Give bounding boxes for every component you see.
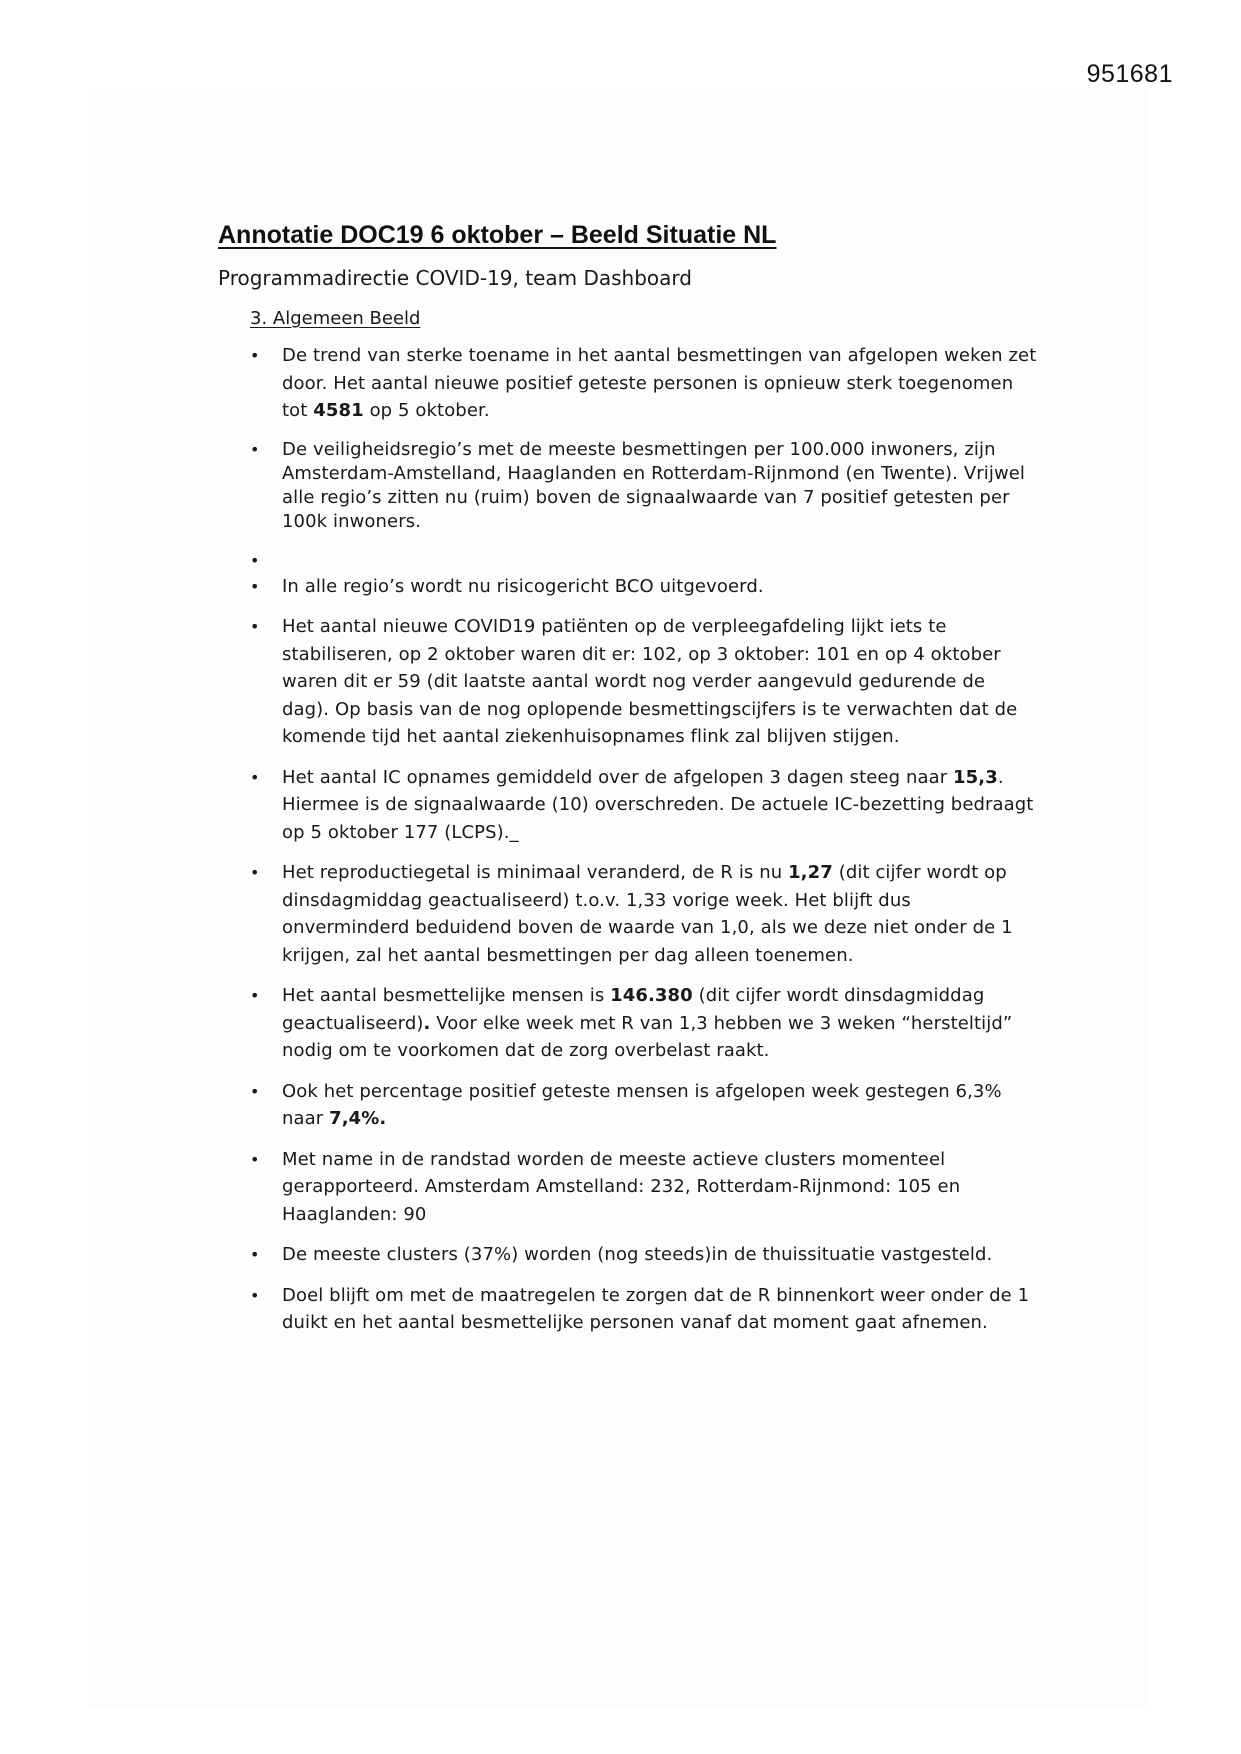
bullet-text: Voor elke week met R van 1,3 hebben we 3 weken “hersteltijd” nodig om te voorkomen dat de zorg overbelast raakt. [282, 1012, 1013, 1061]
bullet-text: In alle regio’s wordt nu risicogericht BCO uitgevoerd. [282, 575, 764, 597]
bullet-empty [218, 547, 1038, 571]
bullet-contagious-people [218, 982, 1038, 1065]
bullet-text: Het reproductiegetal is minimaal veranderd, de R is nu [282, 862, 789, 883]
bullet-ward-patients [218, 613, 1038, 751]
bullet-text: Het aantal IC opnames gemiddeld over de afgelopen 3 dagen steeg naar [282, 766, 954, 788]
document-subtitle: Programmadirectie COVID-19, team Dashboard [218, 266, 692, 290]
bullet-safety-regions [218, 438, 1038, 534]
document-number: 951681 [1086, 60, 1173, 88]
bullet-goal [218, 1282, 1038, 1337]
bullet-text: Het aantal nieuwe COVID19 patiënten op de verpleegafdeling lijkt iets te stabiliseren, op 2 oktober waren dit er: 102, op 3 oktober: 101 en op 4 oktober waren dit er 59 (dit laatste aantal wordt nog verder aangevuld gedurende de dag). Op basis van de nog oplopende besmettingscijfers is te verwachten dat de komende tijd het aantal ziekenhuisopnames flink zal blijven stijgen. [282, 616, 1018, 747]
document-title: Annotatie DOC19 6 oktober – Beeld Situatie NL [218, 221, 777, 249]
bullet-text: Het aantal besmettelijke mensen is [282, 985, 611, 1006]
bullet-cluster-settings [218, 1241, 1038, 1269]
bullet-text: . Hiermee is de signaalwaarde (10) overschreden. De actuele IC-bezetting bedraagt op 5 oktober 177 (LCPS)._ [282, 766, 1034, 843]
bullet-text: op 5 oktober. [363, 400, 490, 421]
bullet-bold-value: 15,3 [953, 766, 998, 788]
bullet-positive-percentage [218, 1078, 1038, 1133]
bullet-text: (dit cijfer wordt dinsdagmiddag geactualiseerd) [282, 985, 985, 1034]
bullet-text: De veiligheidsregio’s met de meeste besmettingen per 100.000 inwoners, zijn Amsterdam-Amstelland, Haaglanden en Rotterdam-Rijnmond (en Twente). Vrijwel alle regio’s zitten nu (ruim) boven de signaalwaarde van 7 positief getesten per 100k inwoners. [282, 438, 1026, 532]
bullet-text: (dit cijfer wordt op dinsdagmiddag geactualiseerd) t.o.v. 1,33 vorige week. Het blijft dus onverminderd beduidend boven de waarde van 1,0, als we deze niet onder de 1 krijgen, zal het aantal besmettingen per dag alleen toenemen. [282, 862, 1013, 966]
bullet-active-clusters [218, 1146, 1038, 1229]
bullet-text: Ook het percentage positief geteste mensen is afgelopen week gestegen 6,3% naar [282, 1080, 1002, 1129]
bullet-text: De meeste clusters (37%) worden (nog steeds)in de thuissituatie vastgesteld. [282, 1244, 993, 1265]
bullet-bco [218, 573, 1038, 601]
bullet-reproduction-number [218, 859, 1038, 969]
section-heading: 3. Algemeen Beeld [250, 308, 421, 329]
bullet-bold-value: 7,4%. [329, 1108, 387, 1129]
bullet-bold-value: 146.380 [610, 985, 693, 1006]
bullet-text: De trend van sterke toename in het aantal besmettingen van afgelopen weken zet door. Het aantal nieuwe positief geteste personen is opnieuw sterk toegenomen tot [282, 345, 1037, 421]
bullet-ic-admissions [218, 764, 1038, 847]
bullet-bold-value: 1,27 [788, 862, 833, 883]
bullet-infections-trend [218, 342, 1038, 425]
document-body [218, 218, 1038, 1350]
bullet-list [218, 342, 1038, 1337]
bullet-bold-value: 4581 [313, 400, 364, 421]
bullet-bold-period: . [423, 1012, 431, 1034]
bullet-text: Doel blijft om met de maatregelen te zorgen dat de R binnenkort weer onder de 1 duikt en het aantal besmettelijke personen vanaf dat moment gaat afnemen. [282, 1284, 1030, 1333]
bullet-text: Met name in de randstad worden de meeste actieve clusters momenteel gerapporteerd. Amsterdam Amstelland: 232, Rotterdam-Rijnmond: 105 en Haaglanden: 90 [282, 1148, 961, 1225]
